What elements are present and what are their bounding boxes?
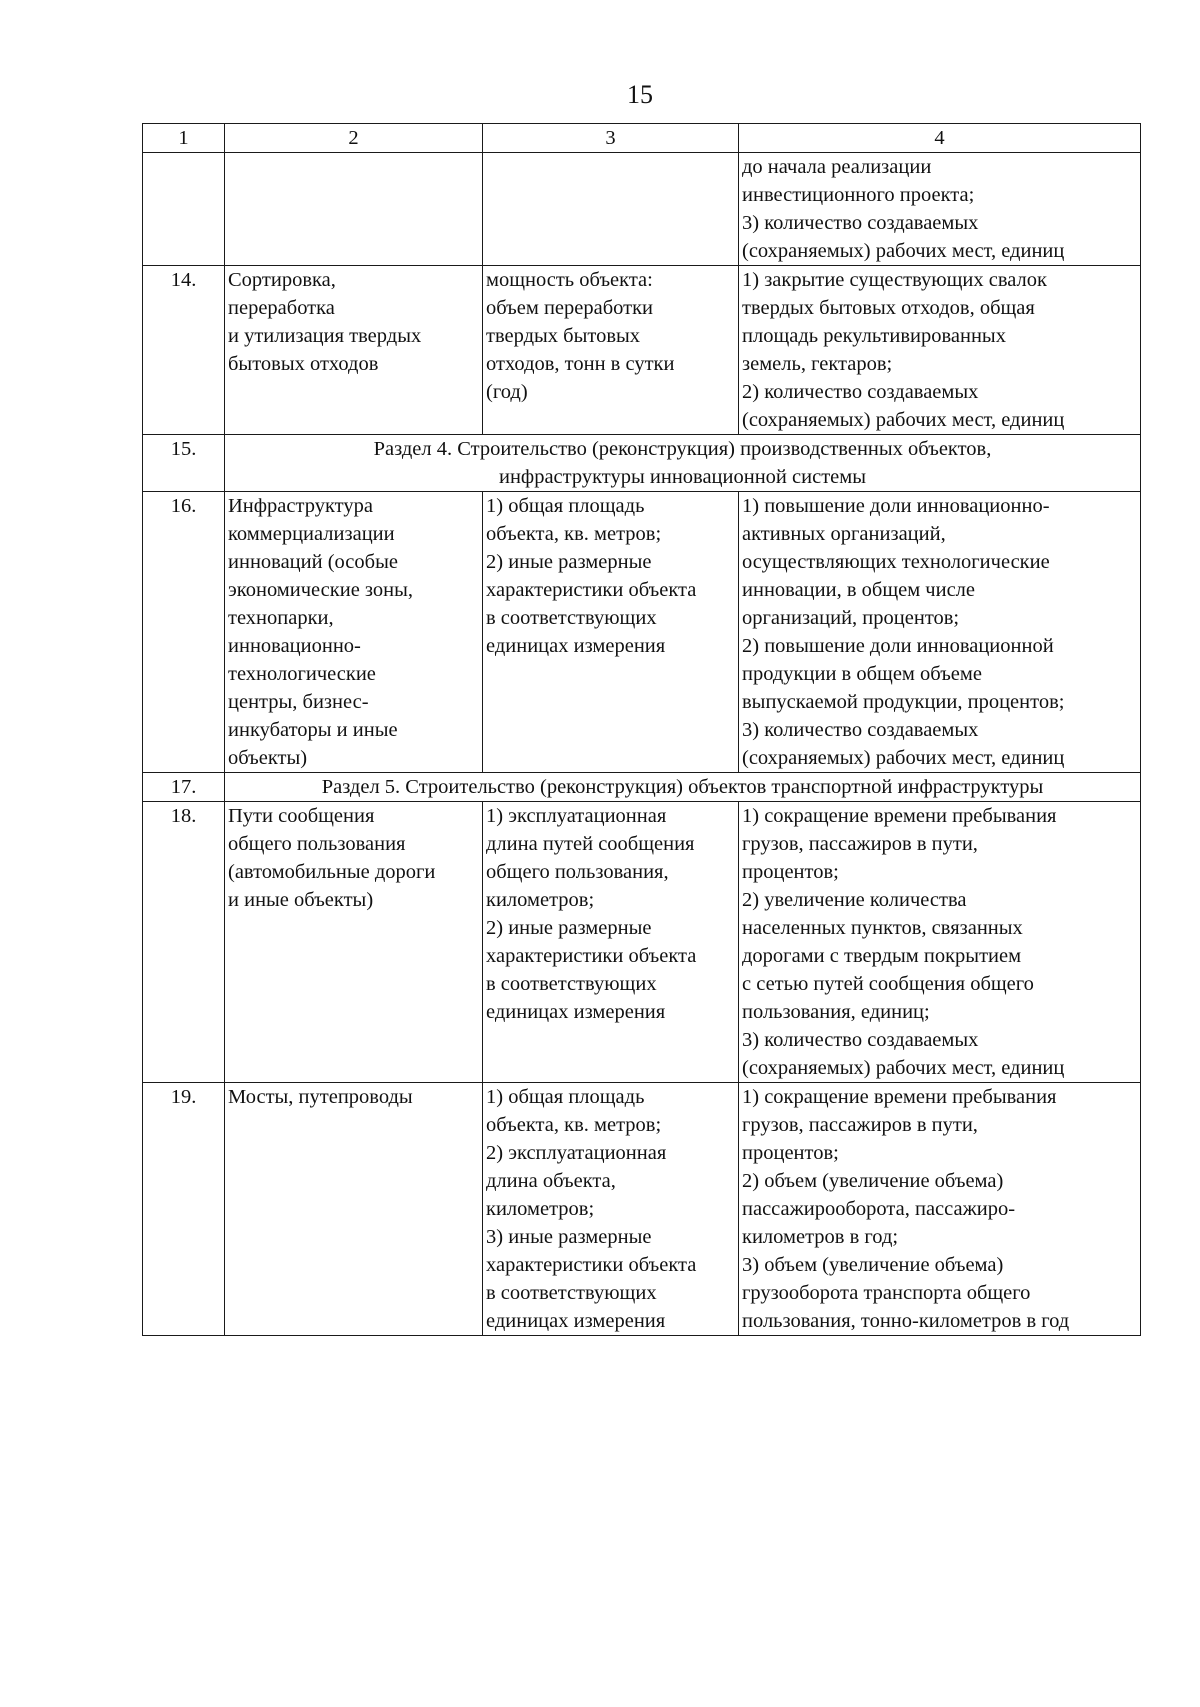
cell-results: 1) сокращение времени пребывания грузов, пассажиров в пути, процентов; 2) объем (увеличение объема) пассажирооборота, пассажиро- километров в год; 3) объем (увеличение объема) грузооборота транспорта общего пользования, тонно-километров в год [739, 1083, 1141, 1336]
cell-number: 17. [143, 773, 225, 802]
header-cell-1: 1 [143, 124, 225, 153]
cell-object: Сортировка, переработка и утилизация твердых бытовых отходов [225, 266, 483, 435]
cell-results: 1) закрытие существующих свалок твердых бытовых отходов, общая площадь рекультивированных земель, гектаров; 2) количество создаваемых (сохраняемых) рабочих мест, единиц [739, 266, 1141, 435]
cell-results: 1) сокращение времени пребывания грузов, пассажиров в пути, процентов; 2) увеличение количества населенных пунктов, связанных дорогами с твердым покрытием с сетью путей сообщения общего пользования, единиц; 3) количество создаваемых (сохраняемых) рабочих мест, единиц [739, 802, 1141, 1083]
cell-results: 1) повышение доли инновационно- активных организаций, осуществляющих технологические инновации, в общем числе организаций, процентов; 2) повышение доли инновационной продукции в общем объеме выпускаемой продукции, процентов; 3) количество создаваемых (сохраняемых) рабочих мест, единиц [739, 492, 1141, 773]
table-row-18 [143, 802, 1141, 1083]
cell-object [225, 153, 483, 266]
cell-characteristics: мощность объекта: объем переработки твердых бытовых отходов, тонн в сутки (год) [483, 266, 739, 435]
table-row-continuation [143, 153, 1141, 266]
section-heading: Раздел 4. Строительство (реконструкция) производственных объектов, инфраструктуры инновационной системы [225, 435, 1141, 492]
cell-number: 16. [143, 492, 225, 773]
page-number: 15 [627, 80, 653, 109]
table-header-row [143, 124, 1141, 153]
indicators-table [142, 123, 1141, 1336]
cell-object: Инфраструктура коммерциализации инноваций (особые экономические зоны, технопарки, инновационно- технологические центры, бизнес- инкубаторы и иные объекты) [225, 492, 483, 773]
cell-characteristics: 1) общая площадь объекта, кв. метров; 2) эксплуатационная длина объекта, километров; 3) иные размерные характеристики объекта в соответствующих единицах измерения [483, 1083, 739, 1336]
cell-results: до начала реализации инвестиционного проекта; 3) количество создаваемых (сохраняемых) рабочих мест, единиц [739, 153, 1141, 266]
header-cell-4: 4 [739, 124, 1141, 153]
cell-characteristics [483, 153, 739, 266]
cell-object: Пути сообщения общего пользования (автомобильные дороги и иные объекты) [225, 802, 483, 1083]
cell-characteristics: 1) общая площадь объекта, кв. метров; 2) иные размерные характеристики объекта в соответствующих единицах измерения [483, 492, 739, 773]
blank-page-area [0, 1340, 1200, 1700]
table-row-16 [143, 492, 1141, 773]
header-cell-3: 3 [483, 124, 739, 153]
cell-object: Мосты, путепроводы [225, 1083, 483, 1336]
section-heading: Раздел 5. Строительство (реконструкция) объектов транспортной инфраструктуры [225, 773, 1141, 802]
table-row-19 [143, 1083, 1141, 1336]
table-row-14 [143, 266, 1141, 435]
cell-number: 19. [143, 1083, 225, 1336]
cell-number: 14. [143, 266, 225, 435]
cell-number [143, 153, 225, 266]
header-cell-2: 2 [225, 124, 483, 153]
table-row-17-section [143, 773, 1141, 802]
table-row-15-section [143, 435, 1141, 492]
cell-number: 15. [143, 435, 225, 492]
cell-characteristics: 1) эксплуатационная длина путей сообщения общего пользования, километров; 2) иные размерные характеристики объекта в соответствующих единицах измерения [483, 802, 739, 1083]
cell-number: 18. [143, 802, 225, 1083]
